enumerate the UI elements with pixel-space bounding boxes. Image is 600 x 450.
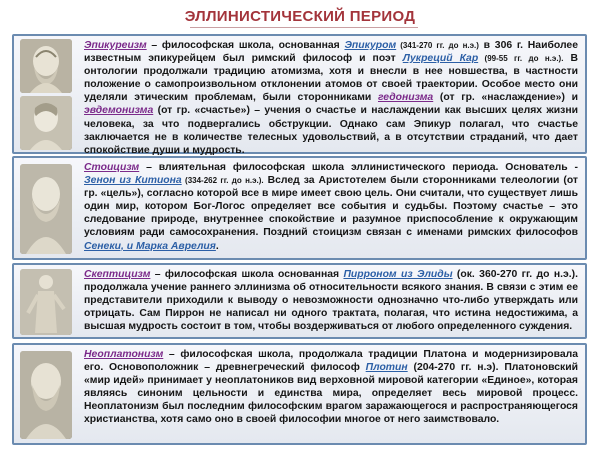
person-link[interactable]: Лукреций Кар	[402, 53, 479, 65]
person-link[interactable]: Плотин	[365, 362, 408, 374]
plotinus-bust-icon	[20, 351, 72, 439]
section-neoplatonism	[12, 343, 587, 445]
section-skepticism	[12, 263, 587, 339]
term-link[interactable]: Стоицизм	[84, 162, 140, 173]
term-link[interactable]: Неоплатонизм	[84, 349, 164, 360]
title-underline	[190, 27, 418, 28]
section-text: Неоплатонизм – философская школа, продолжала традиции Платона и модернизировала его. Основоположник – древнегреческий философ Плотин (204-270 гг. н.э). Платоновский «мир идей» принимает у неоплатоников вид верховной мировой категории «Единое», которая являясь синоним цельности и единства мира, определяет весь мировой процесс. Неоплатонизм был последним философским врагом заражающегося и распространяющегося христианства, хотя само оно в своей философии многое от него заимствовало.	[84, 349, 578, 426]
term-link[interactable]: Скептицизм	[84, 269, 151, 280]
term-link[interactable]: гедонизма	[378, 92, 434, 104]
section-stoicism	[12, 156, 587, 260]
section-text: Стоицизм – влиятельная философская школа эллинистического периода. Основатель - Зенон из Китиона (334-262 гг. до н.э.). Вслед за Аристотелем были сторонниками телеологии (от гр. «цель»), согласно которой все в мире имеет свою цель. Они считали, что существует лишь один мир, котором Бог-Логос определяет все события и судьбы. Поэтому счастье – это следование природе, внутреннее спокойствие и разумное приспособление к окружающим условиям ради самосохранения. Поздний стоицизм связан с именами римских философов Сенеки, и Марка Аврелия.	[84, 162, 578, 252]
epicurus-bust-icon	[20, 39, 72, 93]
person-link[interactable]: Эпикуром	[344, 40, 397, 51]
lucretius-bust-icon	[20, 96, 72, 150]
person-link[interactable]: Зенон из Китиона	[84, 175, 182, 187]
term-link[interactable]: Эпикуреизм	[84, 40, 147, 51]
zeno-bust-icon	[20, 164, 72, 254]
section-text: Скептицизм – философская школа основанная Пирроном из Элиды (ок. 360-270 гг. до н.э.). продолжала учение раннего эллинизма об относительности всякого знания. В связи с этим ее представители приходили к выводу о невозможности однозначно что-либо утверждать или отрицать. Сам Пиррон не написал ни одного трактата, полагая, что истина недостижима, а высшая мудрость состоит в том, чтобы воздерживаться от любого определенного суждения.	[84, 269, 578, 333]
term-link[interactable]: эвдемонизма	[84, 105, 154, 117]
pyrrho-statue-icon	[20, 269, 72, 335]
person-link[interactable]: Сенеки, и Марка Аврелия	[84, 240, 216, 252]
person-link[interactable]: Пирроном из Элиды	[343, 269, 453, 280]
section-text: Эпикуреизм – философская школа, основанная Эпикуром (341-270 гг. до н.э.) в 306 г. Наиболее известным эпикурейцем был римский философ и поэт Лукреций Кар (99-55 гг. до н.э.). В онтологии продолжали традицию атомизма, хотя и внесли в нее новшества, в частности положение о самопроизвольном отклонении атомов от своей траектории. Особое место они уделяли этическим проблемам, были сторонниками гедонизма (от гр. «наслаждение») и эвдемонизма (от гр. «счастье») – учения о счастье и наслаждении как высших целях жизни человека, за что подвергались обструкции. Однако сам Эпикур полагал, что счастье заключается не в количестве телесных удовольствий, а в отсутствии страданий, что дает спокойствие души и мудрость.	[84, 40, 578, 156]
section-epicureanism	[12, 34, 587, 154]
page-title: ЭЛЛИНИСТИЧЕСКИЙ ПЕРИОД	[184, 8, 416, 25]
